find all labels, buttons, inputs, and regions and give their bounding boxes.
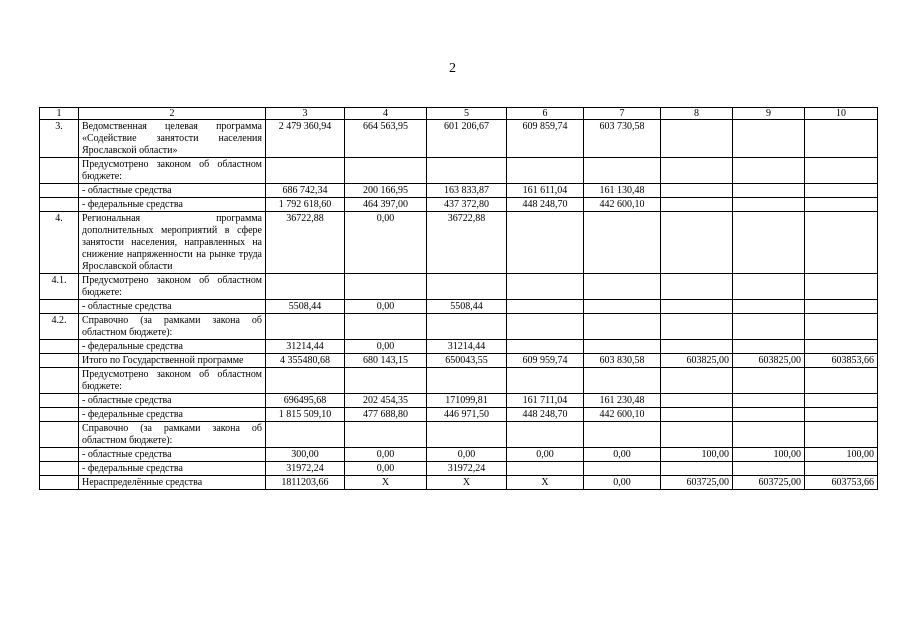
description-cell: Предусмотрено законом об областном бюджете: [79,368,266,394]
table-row [40,448,878,462]
header-cell: 9 [733,108,805,120]
value-cell [805,314,878,340]
header-cell: 8 [661,108,733,120]
value-cell [805,368,878,394]
value-cell [805,422,878,448]
value-cell: 464 397,00 [345,198,427,212]
value-cell: 1 792 618,60 [266,198,345,212]
value-cell [661,340,733,354]
value-cell: 442 600,10 [584,198,661,212]
row-number-cell [40,394,79,408]
value-cell: 0,00 [584,448,661,462]
value-cell: 603 730,58 [584,120,661,158]
value-cell: 5508,44 [266,300,345,314]
description-cell: Предусмотрено законом об областном бюджете: [79,274,266,300]
header-cell: 7 [584,108,661,120]
header-cell: 2 [79,108,266,120]
description-cell: - областные средства [79,300,266,314]
budget-table [39,107,878,490]
row-number-cell [40,300,79,314]
value-cell [507,462,584,476]
value-cell [266,158,345,184]
value-cell: 100,00 [733,448,805,462]
value-cell [805,212,878,274]
value-cell [661,300,733,314]
header-cell: 3 [266,108,345,120]
value-cell: 161 711,04 [507,394,584,408]
value-cell: 2 479 360,94 [266,120,345,158]
row-number-cell: 4. [40,212,79,274]
value-cell [805,274,878,300]
table-row [40,408,878,422]
row-number-cell: 4.1. [40,274,79,300]
row-number-cell [40,408,79,422]
table-row [40,462,878,476]
value-cell [805,184,878,198]
value-cell [733,158,805,184]
row-number-cell: 3. [40,120,79,158]
value-cell: 448 248,70 [507,198,584,212]
value-cell: 603853,66 [805,354,878,368]
value-cell: 0,00 [427,448,507,462]
table-row [40,368,878,394]
value-cell [584,422,661,448]
value-cell [733,340,805,354]
value-cell [733,368,805,394]
description-cell: - областные средства [79,448,266,462]
value-cell: 36722,88 [427,212,507,274]
value-cell: 31214,44 [266,340,345,354]
value-cell: 609 959,74 [507,354,584,368]
value-cell: 31972,24 [427,462,507,476]
value-cell [345,274,427,300]
table-row [40,314,878,340]
description-cell: Справочно (за рамками закона об областном бюджете): [79,422,266,448]
value-cell: 0,00 [345,300,427,314]
row-number-cell [40,198,79,212]
value-cell [805,158,878,184]
value-cell: 664 563,95 [345,120,427,158]
row-number-cell: 4.2. [40,314,79,340]
value-cell: 171099,81 [427,394,507,408]
value-cell [733,198,805,212]
value-cell: 446 971,50 [427,408,507,422]
value-cell: 0,00 [345,340,427,354]
value-cell: 4 355480,68 [266,354,345,368]
value-cell [584,462,661,476]
description-cell: - федеральные средства [79,198,266,212]
table-row [40,198,878,212]
description-cell: - областные средства [79,184,266,198]
value-cell: 680 143,15 [345,354,427,368]
value-cell [661,184,733,198]
value-cell [266,368,345,394]
value-cell [733,274,805,300]
value-cell: 437 372,80 [427,198,507,212]
description-cell: - областные средства [79,394,266,408]
value-cell [805,340,878,354]
row-number-cell [40,184,79,198]
value-cell: 477 688,80 [345,408,427,422]
value-cell: 161 130,48 [584,184,661,198]
table-row [40,120,878,158]
value-cell [345,422,427,448]
value-cell: 100,00 [805,448,878,462]
table-row [40,354,878,368]
value-cell: 0,00 [584,476,661,490]
value-cell [345,368,427,394]
value-cell [266,274,345,300]
value-cell: 100,00 [661,448,733,462]
row-number-cell [40,462,79,476]
table-row [40,422,878,448]
value-cell [427,274,507,300]
value-cell: 442 600,10 [584,408,661,422]
value-cell: 448 248,70 [507,408,584,422]
value-cell [266,422,345,448]
value-cell: 0,00 [507,448,584,462]
header-cell: 4 [345,108,427,120]
header-cell: 5 [427,108,507,120]
value-cell [733,422,805,448]
value-cell [661,462,733,476]
description-cell: Итого по Государственной программе [79,354,266,368]
row-number-cell [40,476,79,490]
value-cell: 31214,44 [427,340,507,354]
value-cell: 1811203,66 [266,476,345,490]
description-cell: Региональная программа дополнительных мероприятий в сфере занятости населения, направленных на снижение напряженности на рынке труда Ярославской области [79,212,266,274]
value-cell [733,300,805,314]
value-cell: 5508,44 [427,300,507,314]
value-cell: 603825,00 [733,354,805,368]
value-cell [427,158,507,184]
value-cell: 603725,00 [661,476,733,490]
value-cell [805,394,878,408]
table-row [40,212,878,274]
value-cell [507,300,584,314]
value-cell [507,274,584,300]
value-cell: 686 742,34 [266,184,345,198]
value-cell: 200 166,95 [345,184,427,198]
value-cell [661,394,733,408]
value-cell [584,158,661,184]
value-cell [805,198,878,212]
value-cell: 0,00 [345,212,427,274]
value-cell: 161 230,48 [584,394,661,408]
description-cell: Справочно (за рамками закона об областном бюджете): [79,314,266,340]
row-number-cell [40,340,79,354]
value-cell [733,120,805,158]
value-cell [733,184,805,198]
value-cell: 696495,68 [266,394,345,408]
value-cell: 0,00 [345,462,427,476]
value-cell [427,314,507,340]
header-cell: 10 [805,108,878,120]
value-cell [507,368,584,394]
row-number-cell [40,354,79,368]
value-cell [584,340,661,354]
value-cell [661,274,733,300]
value-cell: Х [345,476,427,490]
description-cell: - федеральные средства [79,340,266,354]
value-cell: 603753,66 [805,476,878,490]
value-cell [733,314,805,340]
value-cell: 650043,55 [427,354,507,368]
value-cell [661,408,733,422]
value-cell [733,408,805,422]
value-cell [507,422,584,448]
value-cell [733,394,805,408]
value-cell: 601 206,67 [427,120,507,158]
value-cell [805,300,878,314]
value-cell [661,198,733,212]
value-cell: 603 830,58 [584,354,661,368]
value-cell [805,120,878,158]
value-cell [661,368,733,394]
value-cell [805,408,878,422]
description-cell: - федеральные средства [79,462,266,476]
value-cell: Х [507,476,584,490]
value-cell [427,368,507,394]
table-row [40,184,878,198]
value-cell: 609 859,74 [507,120,584,158]
value-cell: 603825,00 [661,354,733,368]
table-row [40,340,878,354]
value-cell [584,212,661,274]
value-cell [805,462,878,476]
table-body [40,108,878,490]
value-cell [733,212,805,274]
table-row [40,158,878,184]
description-cell: Ведомственная целевая программа «Содействие занятости населения Ярославской области» [79,120,266,158]
table-row [40,300,878,314]
value-cell [507,314,584,340]
value-cell [584,274,661,300]
table-row [40,394,878,408]
value-cell: 300,00 [266,448,345,462]
value-cell [661,422,733,448]
value-cell [507,212,584,274]
value-cell: Х [427,476,507,490]
value-cell [345,158,427,184]
value-cell: 1 815 509,10 [266,408,345,422]
value-cell: 202 454,35 [345,394,427,408]
header-cell: 6 [507,108,584,120]
row-number-cell [40,158,79,184]
value-cell [584,368,661,394]
value-cell [661,120,733,158]
value-cell: 603725,00 [733,476,805,490]
value-cell [584,314,661,340]
description-cell: Нераспределённые средства [79,476,266,490]
header-row [40,108,878,120]
value-cell [661,314,733,340]
description-cell: Предусмотрено законом об областном бюджете: [79,158,266,184]
table-row [40,476,878,490]
value-cell [427,422,507,448]
value-cell: 36722,88 [266,212,345,274]
value-cell [584,300,661,314]
page-number: 2 [449,61,456,76]
value-cell: 163 833,87 [427,184,507,198]
value-cell [345,314,427,340]
row-number-cell [40,448,79,462]
table-row [40,274,878,300]
header-cell: 1 [40,108,79,120]
value-cell [266,314,345,340]
value-cell [661,212,733,274]
value-cell: 0,00 [345,448,427,462]
value-cell: 31972,24 [266,462,345,476]
value-cell: 161 611,04 [507,184,584,198]
value-cell [661,158,733,184]
value-cell [507,340,584,354]
row-number-cell [40,368,79,394]
row-number-cell [40,422,79,448]
description-cell: - федеральные средства [79,408,266,422]
value-cell [733,462,805,476]
value-cell [507,158,584,184]
